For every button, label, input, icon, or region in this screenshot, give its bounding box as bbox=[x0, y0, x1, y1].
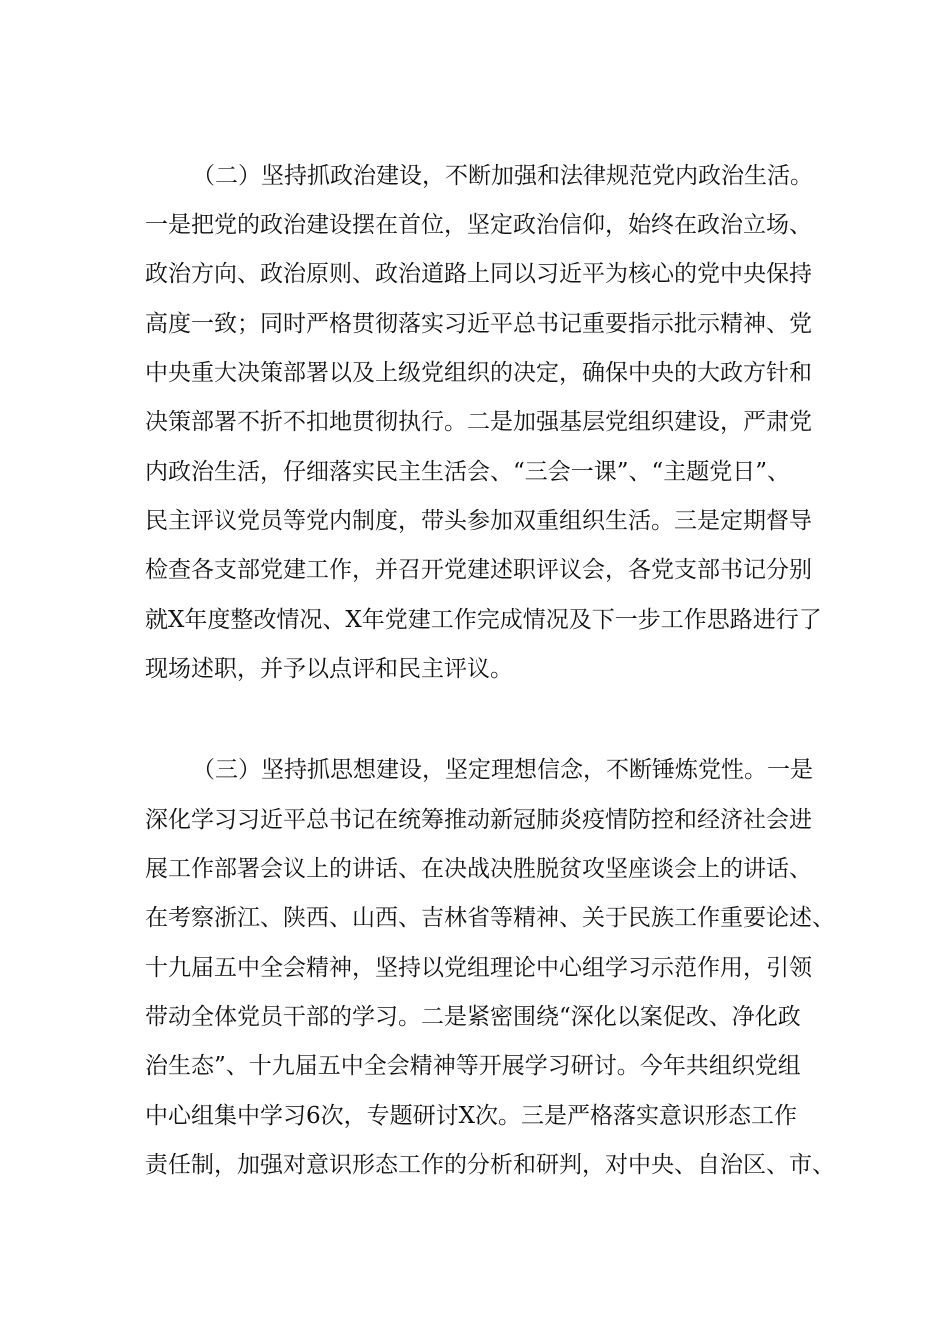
paragraph-1-line-1: （二）坚持抓政治建设，不断加强和法律规范党内政治生活。 bbox=[192, 163, 813, 189]
paragraph-1-line-3: 政治方向、政治原则、政治道路上同以习近平为核心的党中央保持 bbox=[145, 261, 812, 287]
paragraph-2-line-2: 深化学习习近平总书记在统筹推动新冠肺炎疫情防控和经济社会进 bbox=[145, 807, 812, 833]
paragraph-2-line-6: 带动全体党员干部的学习。二是紧密围绕“深化以案促改、净化政 bbox=[145, 1004, 801, 1030]
paragraph-1-line-2: 一是把党的政治建设摆在首位，坚定政治信仰，始终在政治立场、 bbox=[145, 212, 812, 238]
paragraph-2-line-1: （三）坚持抓思想建设，坚定理想信念，不断锤炼党性。一是 bbox=[192, 757, 813, 783]
paragraph-1-line-11: 现场述职，并予以点评和民主评议。 bbox=[145, 656, 513, 682]
paragraph-2-line-3: 展工作部署会议上的讲话、在决战决胜脱贫攻坚座谈会上的讲话、 bbox=[145, 856, 812, 882]
paragraph-2-line-7: 治生态”、十九届五中全会精神等开展学习研讨。今年共组织党组 bbox=[145, 1053, 801, 1079]
paragraph-2-line-4: 在考察浙江、陕西、山西、吉林省等精神、关于民族工作重要论述、 bbox=[145, 905, 835, 931]
paragraph-1-line-8: 民主评议党员等党内制度，带头参加双重组织生活。三是定期督导 bbox=[145, 508, 812, 534]
paragraph-1-line-4: 高度一致；同时严格贯彻落实习近平总书记重要指示批示精神、党 bbox=[145, 311, 812, 337]
paragraph-2-line-8: 中心组集中学习6次，专题研讨X次。三是严格落实意识形态工作 bbox=[145, 1103, 798, 1129]
paragraph-1-line-10: 就X年度整改情况、X年党建工作完成情况及下一步工作思路进行了 bbox=[145, 607, 822, 633]
paragraph-1-line-7: 内政治生活，仔细落实民主生活会、“三会一课”、“主题党日”、 bbox=[145, 459, 791, 485]
paragraph-2-line-9: 责任制，加强对意识形态工作的分析和研判，对中央、自治区、市、 bbox=[145, 1152, 835, 1178]
paragraph-2-line-5: 十九届五中全会精神，坚持以党组理论中心组学习示范作用，引领 bbox=[145, 955, 812, 981]
paragraph-1-line-9: 检查各支部党建工作，并召开党建述职评议会，各党支部书记分别 bbox=[145, 557, 812, 583]
paragraph-1-line-5: 中央重大决策部署以及上级党组织的决定，确保中央的大政方针和 bbox=[145, 360, 812, 386]
paragraph-1-line-6: 决策部署不折不扣地贯彻执行。二是加强基层党组织建设，严肃党 bbox=[145, 409, 812, 435]
